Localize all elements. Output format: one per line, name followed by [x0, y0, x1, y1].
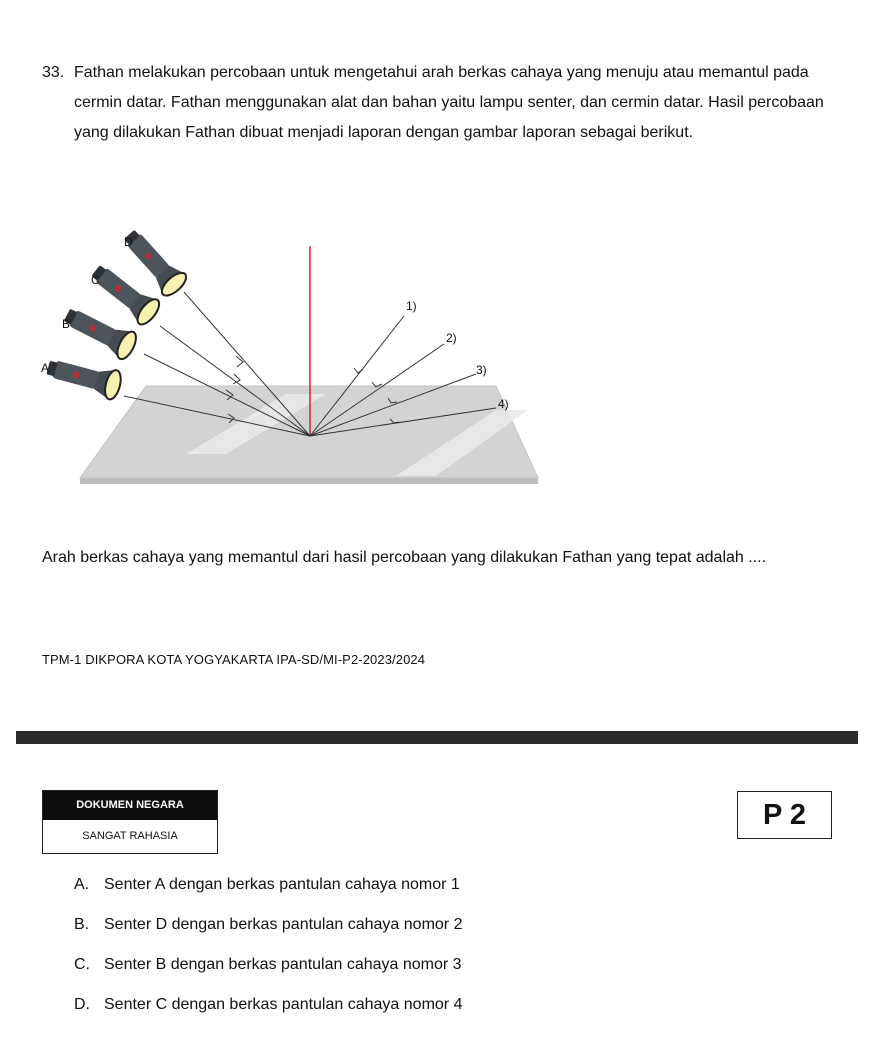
option-letter: A.: [74, 876, 90, 893]
option-text: Senter D dengan berkas pantulan cahaya nomor 2: [104, 916, 463, 933]
label-d: D: [124, 235, 133, 249]
paket-code: P 2: [737, 791, 832, 839]
arrow-mark: [233, 374, 240, 384]
flashlight-b: [60, 302, 140, 362]
option-text: Senter A dengan berkas pantulan cahaya nomor 1: [104, 876, 460, 893]
mirror-edge: [80, 478, 538, 484]
label-ray-4: 4): [498, 397, 509, 411]
flashlight-a: [44, 353, 123, 401]
reflection-diagram: [36, 226, 546, 494]
option-letter: D.: [74, 996, 90, 1013]
question-stem: Arah berkas cahaya yang memantul dari hasil percobaan yang dilakukan Fathan yang tepat adalah ....: [42, 549, 767, 566]
arrow-mark: [354, 368, 363, 373]
doc-classification-top: DOKUMEN NEGARA: [43, 791, 217, 820]
question-number: 33.: [42, 64, 65, 81]
option-letter: B.: [74, 916, 90, 933]
option-letter: C.: [74, 956, 90, 973]
reflection-figure: [36, 226, 546, 494]
label-a: A: [41, 361, 50, 375]
doc-classification-box: [42, 790, 218, 854]
question-text: Fathan melakukan percobaan untuk mengetahui arah berkas cahaya yang menuju atau memantul pada cermin datar. Fathan menggunakan alat dan bahan yaitu lampu senter, dan cermin datar. Hasil percobaan yang dilakukan Fathan dibuat menjadi laporan dengan gambar laporan sebagai berikut.: [74, 64, 824, 141]
page-divider: [16, 731, 858, 744]
option-text: Senter B dengan berkas pantulan cahaya nomor 3: [104, 956, 462, 973]
question: [42, 58, 832, 148]
answer-options: [74, 870, 462, 1030]
option-c[interactable]: [74, 950, 462, 990]
option-a[interactable]: [74, 870, 462, 910]
option-d[interactable]: [74, 990, 462, 1030]
doc-classification-bottom: SANGAT RAHASIA: [82, 830, 178, 842]
label-b: B: [62, 317, 71, 331]
label-ray-2: 2): [446, 331, 457, 345]
option-text: Senter C dengan berkas pantulan cahaya nomor 4: [104, 996, 463, 1013]
label-ray-1: 1): [406, 299, 417, 313]
option-b[interactable]: [74, 910, 462, 950]
label-ray-3: 3): [476, 363, 487, 377]
footer-code: TPM-1 DIKPORA KOTA YOGYAKARTA IPA-SD/MI-P2-2023/2024: [42, 652, 426, 667]
label-c: C: [91, 273, 100, 287]
